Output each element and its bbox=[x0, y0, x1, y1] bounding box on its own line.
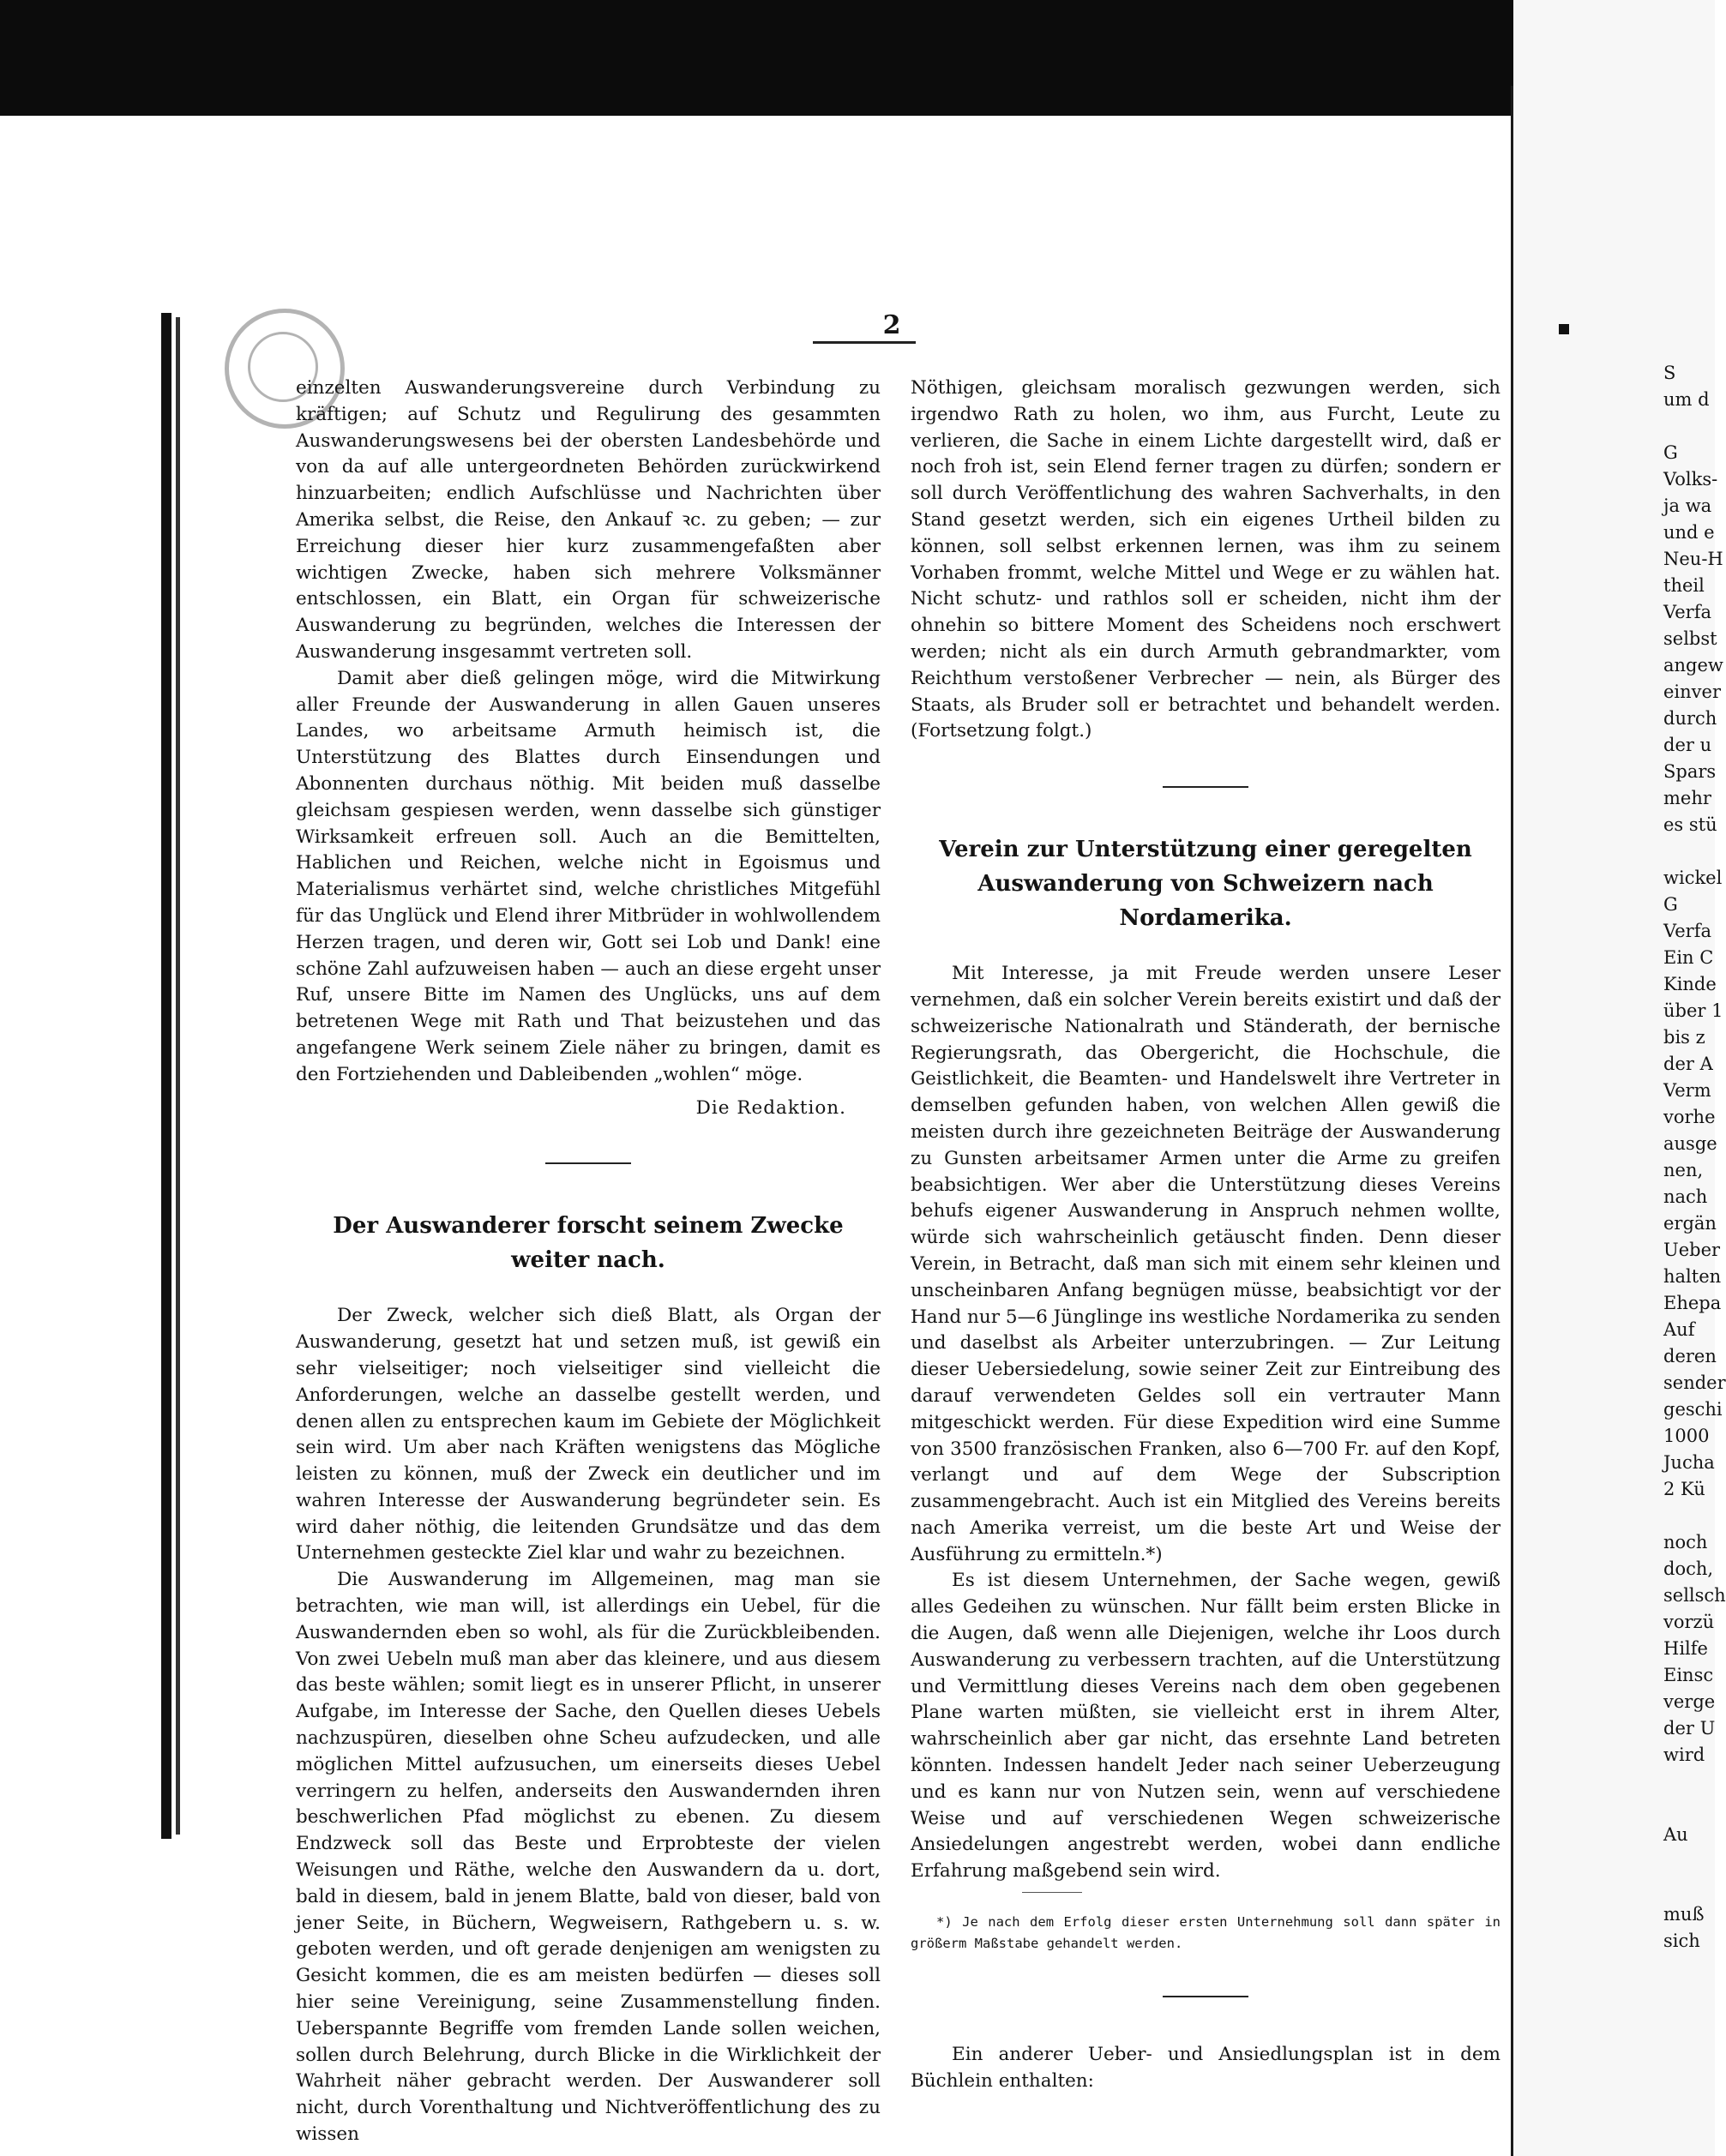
page-number-rule bbox=[813, 341, 916, 344]
left-column bbox=[296, 375, 881, 2148]
edge-text-line bbox=[1663, 838, 1715, 865]
signature: Die Redaktion. bbox=[695, 1096, 846, 1119]
edge-text-line: geschi bbox=[1663, 1399, 1723, 1420]
edge-text-line bbox=[1663, 1795, 1715, 1822]
section-title: Der Auswanderer forscht seinem Zwecke weiter nach. bbox=[333, 1213, 844, 1274]
edge-text-line: Au bbox=[1663, 1824, 1688, 1845]
edge-text-line: Einsc bbox=[1663, 1665, 1714, 1685]
paragraph: Es ist diesem Unternehmen, der Sache wegen, gewiß alles Gedeihen zu wünschen. Nur fällt beim ersten Blicke in die Augen, daß wenn alle Diejenigen, welche ihr Loos durch Auswanderung zu verbessern trachten, auf die Unterstützung und Vermittlung dieses Vereins nach dem oben gegebenen Plane warten müßten, sie vielleicht erst in ihrem Alter, wahrscheinlich aber gar nicht, das ersehnte Land betreten könnten. Indessen handelt Jeder nach seiner Ueberzeugung und es kann nur von Nutzen sein, wenn auf verschiedene Weise und auf verschiedenen Wegen schweizerische Ansiedelungen angestrebt werden, wobei dann endliche Erfahrung maßgebend sein wird. bbox=[911, 1570, 1500, 1883]
edge-text-line: Spars bbox=[1663, 761, 1717, 782]
edge-text-line bbox=[1663, 413, 1715, 440]
edge-text-line: Ehepa bbox=[1663, 1293, 1722, 1313]
edge-text-line: 1000 bbox=[1663, 1426, 1710, 1446]
edge-text-line: wickel bbox=[1663, 868, 1723, 888]
footnote: *) Je nach dem Erfolg dieser ersten Unternehmung soll dann später in größerm Maßstabe gehandelt werden. bbox=[911, 1914, 1500, 1952]
edge-text-line bbox=[1663, 1875, 1715, 1901]
section-divider bbox=[1163, 1996, 1248, 1997]
edge-text-line: Verfa bbox=[1663, 602, 1711, 622]
edge-text-line: um d bbox=[1663, 389, 1710, 410]
edge-text-line: muß bbox=[1663, 1904, 1705, 1925]
edge-text-line: bis z bbox=[1663, 1027, 1705, 1048]
edge-text-line: ausge bbox=[1663, 1133, 1717, 1154]
edge-text-line: Hilfe bbox=[1663, 1638, 1708, 1659]
edge-text-line: über 1 bbox=[1663, 1000, 1723, 1021]
edge-text-line: G bbox=[1663, 894, 1678, 915]
paragraph: einzelten Auswanderungsvereine durch Verbindung zu kräftigen; auf Schutz und Regulirung des gesammten Auswanderungswesens bei der obersten Landesbehörde und von da auf alle untergeordneten Behörden zurückwirkend hinzuarbeiten; endlich Aufschlüsse und Nachrichten über Amerika selbst, die Reise, den Ankauf ꝛc. zu geben; — zur Erreichung dieser hier kurz zusammengefaßten aber wichtigen Zwecke, haben sich mehrere Volksmänner entschlossen, ein Blatt, ein Organ für schweizerische Auswanderung zu begründen, welches die Interessen der Auswanderung insgesammt vertreten soll. bbox=[296, 377, 881, 663]
edge-text-line: verge bbox=[1663, 1691, 1716, 1712]
edge-text-line bbox=[1663, 1848, 1715, 1875]
page-number: 2 bbox=[882, 310, 901, 340]
edge-text-line: sellsch bbox=[1663, 1585, 1726, 1606]
edge-text-line: Jucha bbox=[1663, 1452, 1715, 1473]
page-edge-line bbox=[1511, 86, 1513, 2156]
edge-text-line: Kinde bbox=[1663, 974, 1717, 994]
edge-text-line: sender bbox=[1663, 1372, 1726, 1393]
scan-mark bbox=[1559, 324, 1569, 334]
edge-text-line: halten bbox=[1663, 1266, 1722, 1287]
edge-text-line: selbst bbox=[1663, 628, 1717, 649]
section-title: Verein zur Unterstützung einer geregelten Auswanderung von Schweizern nach Nordamerika. bbox=[939, 837, 1472, 932]
edge-text-line: Ein C bbox=[1663, 947, 1714, 968]
closing-paragraph: Ein anderer Ueber- und Ansiedlungsplan ist in dem Büchlein enthalten: bbox=[911, 2044, 1500, 2092]
next-page-edge-text bbox=[1663, 360, 1726, 1955]
paragraph: Nöthigen, gleichsam moralisch gezwungen werden, sich irgendwo Rath zu holen, wo ihm, aus Furcht, Leute zu verlieren, die Sache in einem Lichte dargestellt wird, daß er noch froh ist, sein Elend ferner tragen zu dürfen; sondern er soll durch Veröffentlichung des wahren Sachverhalts, in den Stand gesetzt werden, sich ein eigenes Urtheil bilden zu können, soll selbst erkennen lernen, was ihm zu seinem Vorhaben frommt, welche Mittel und Wege er zu wählen hat. Nicht schutz- und rathlos soll er scheiden, nicht ihm der ohnehin so bittere Moment des Scheidens noch erschwert werden; nicht als ein durch Armuth gebrandmarkter, vom Reichthum verstoßener Verbrecher — nein, als Bürger des Staats, als Bruder soll er betrachtet und behandelt werden. (Fortsetzung folgt.) bbox=[911, 377, 1500, 742]
right-column bbox=[911, 375, 1500, 2095]
edge-text-line: der A bbox=[1663, 1054, 1713, 1074]
paragraph: Die Auswanderung im Allgemeinen, mag man sie betrachten, wie man will, ist allerdings ein Uebel, für die Auswandernden eben so wohl, als für die Zurückbleibenden. Von zwei Uebeln muß man aber das kleinere, und aus diesem das beste wählen; somit liegt es in unserer Pflicht, in unserer Aufgabe, im Interesse der Sache, den Quellen dieses Uebels nachzuspüren, dieselben ohne Scheu aufzudecken, und alle möglichen Mittel aufzusuchen, um einerseits dieses Uebel verringern zu helfen, anderseits den Auswandernden ihren beschwerlichen Pfad möglichst zu ebenen. Zu diesem Endzweck soll das Beste und Erprobteste der vielen Weisungen und Räthe, welche den Auswandern da u. dort, bald in diesem, bald in jenem Blatte, bald von dieser, bald von jener Seite, in Büchern, Wegweisern, Rathgebern u. s. w. geboten werden, und oft gerade denjenigen am wenigsten zu Gesicht kommen, die es am meisten bedürfen — dieses soll hier seine Vereinigung, seine Zusammenstellung finden. Ueberspannte Begriffe vom fremden Lande sollen weichen, sollen durch Belehrung, durch Blicke in die Wirklichkeit der Wahrheit näher gebracht werden. Der Auswanderer soll nicht, durch Vorenthaltung und Nichtveröffentlichung des zu wissen bbox=[296, 1569, 881, 2146]
edge-text-line: wird bbox=[1663, 1745, 1705, 1765]
footnote-rule bbox=[1022, 1892, 1082, 1893]
edge-text-line: vorhe bbox=[1663, 1107, 1716, 1127]
edge-text-line: der u bbox=[1663, 735, 1712, 755]
edge-text-line bbox=[1663, 1503, 1715, 1529]
edge-text-line: nen, bbox=[1663, 1160, 1704, 1180]
edge-text-line: Verfa bbox=[1663, 921, 1711, 941]
edge-text-line: es stü bbox=[1663, 814, 1717, 835]
paragraph: Damit aber dieß gelingen möge, wird die Mitwirkung aller Freunde der Auswanderung in allen Gauen unseres Landes, wo arbeitsame Armuth heimisch ist, die Unterstützung des Blattes durch Einsendungen und Abonnenten durchaus nöthig. Mit beiden muß dasselbe gleichsam gespiesen werden, wenn dasselbe sich günstiger Wirksamkeit erfreuen soll. Auch an die Bemittelten, Hablichen und Reichen, welche nicht in Egoismus und Materialismus verhärtet sind, welche christliches Mitgefühl für das Unglück und Elend ihrer Mitbrüder in wohlwollendem Herzen tragen, und deren wir, Gott sei Lob und Dank! eine schöne Zahl aufzuweisen haben — auch an diese ergeht unser Ruf, unsere Bitte im Namen des Unglücks, uns auf dem betretenen Wege mit Rath und That beizustehen und das angefangene Werk seinem Ziele näher zu bringen, damit es den Fortziehenden und Dableibenden „wohlen“ möge. bbox=[296, 667, 881, 1085]
edge-text-line: doch, bbox=[1663, 1558, 1714, 1579]
edge-text-line: durch bbox=[1663, 708, 1717, 729]
paragraph: Mit Interesse, ja mit Freude werden unsere Leser vernehmen, daß ein solcher Verein bereits existirt und daß der schweizerische Nationalrath und Ständerath, der bernische Regierungsrath, das Obergericht, die Hochschule, die Geistlichkeit, die Beamten- und Handelswelt ihre Vertreter in demselben gefunden haben, von welchen Allen gewiß die meisten durch ihre gezeichneten Beiträge der Auswanderung zu Gunsten arbeitsamer Armen unter die Arme zu greifen beabsichtigen. Wer aber die Unterstützung dieses Vereins behufs eigener Auswanderung in Anspruch nehmen wollte, würde sich wahrscheinlich getäuscht finden. Denn dieser Verein, in Betracht, daß man sich mit einem sehr kleinen und unscheinbaren Anfang begnügen müsse, beabsichtigt vor der Hand nur 5—6 Jünglinge ins westliche Nordamerika zu senden und daselbst als Arbeiter unterzubringen. — Zur Leitung dieser Uebersiedelung, sowie seiner Zeit zur Eintreibung des darauf verwendeten Geldes soll ein vertrauter Mann mitgeschickt werden. Für diese Expedition wird eine Summe von 3500 französischen Franken, also 6—700 Fr. auf den Kopf, verlangt und auf dem Wege der Subscription zusammengebracht. Auch ist ein Mitglied des Vereins bereits nach Amerika verreist, um die beste Art und Weise der Ausführung zu ermitteln.*) bbox=[911, 963, 1500, 1565]
edge-text-line: mehr bbox=[1663, 788, 1711, 808]
edge-text-line: einver bbox=[1663, 682, 1721, 702]
edge-text-line: und e bbox=[1663, 522, 1715, 543]
scan-top-border bbox=[0, 0, 1715, 116]
edge-text-line: ja wa bbox=[1663, 495, 1712, 516]
edge-text-line: angew bbox=[1663, 655, 1723, 676]
edge-text-line: Volks- bbox=[1663, 469, 1718, 489]
edge-text-line: der U bbox=[1663, 1718, 1716, 1739]
edge-text-line: theil bbox=[1663, 575, 1705, 596]
edge-text-line: Ueber bbox=[1663, 1240, 1721, 1260]
edge-text-line: G bbox=[1663, 442, 1678, 463]
edge-text-line: deren bbox=[1663, 1346, 1717, 1366]
binding-edge bbox=[161, 313, 171, 1839]
edge-text-line: nach bbox=[1663, 1186, 1708, 1207]
edge-text-line: Auf bbox=[1663, 1319, 1695, 1340]
edge-text-line: noch bbox=[1663, 1532, 1708, 1552]
edge-text-line: ergän bbox=[1663, 1213, 1717, 1234]
edge-text-line bbox=[1663, 1769, 1715, 1795]
section-divider bbox=[545, 1162, 631, 1164]
paragraph: Der Zweck, welcher sich dieß Blatt, als Organ der Auswanderung, gesetzt hat und setzen muß, ist gewiß ein sehr vielseitiger; noch vielseitiger sind vielleicht die Anforderungen, welche an dasselbe gestellt werden, und denen allen zu entsprechen kaum im Gebiete der Möglichkeit sein wird. Um aber nach Kräften wenigstens das Mögliche leisten zu können, muß der Zweck ein deutlicher und im wahren Interesse der Auswanderung begründeter sein. Es wird daher nöthig, die leitenden Grundsätze und das dem Unternehmen gesteckte Ziel klar und wahr zu bezeichnen. bbox=[296, 1305, 881, 1564]
edge-text-line: Neu-H bbox=[1663, 549, 1723, 569]
binding-edge-inner bbox=[176, 317, 180, 1835]
edge-text-line: S bbox=[1663, 363, 1676, 383]
edge-text-line: vorzü bbox=[1663, 1612, 1715, 1632]
edge-text-line: sich bbox=[1663, 1931, 1700, 1951]
section-divider bbox=[1163, 786, 1248, 788]
edge-text-line: Verm bbox=[1663, 1080, 1711, 1101]
edge-text-line: 2 Kü bbox=[1663, 1479, 1705, 1499]
